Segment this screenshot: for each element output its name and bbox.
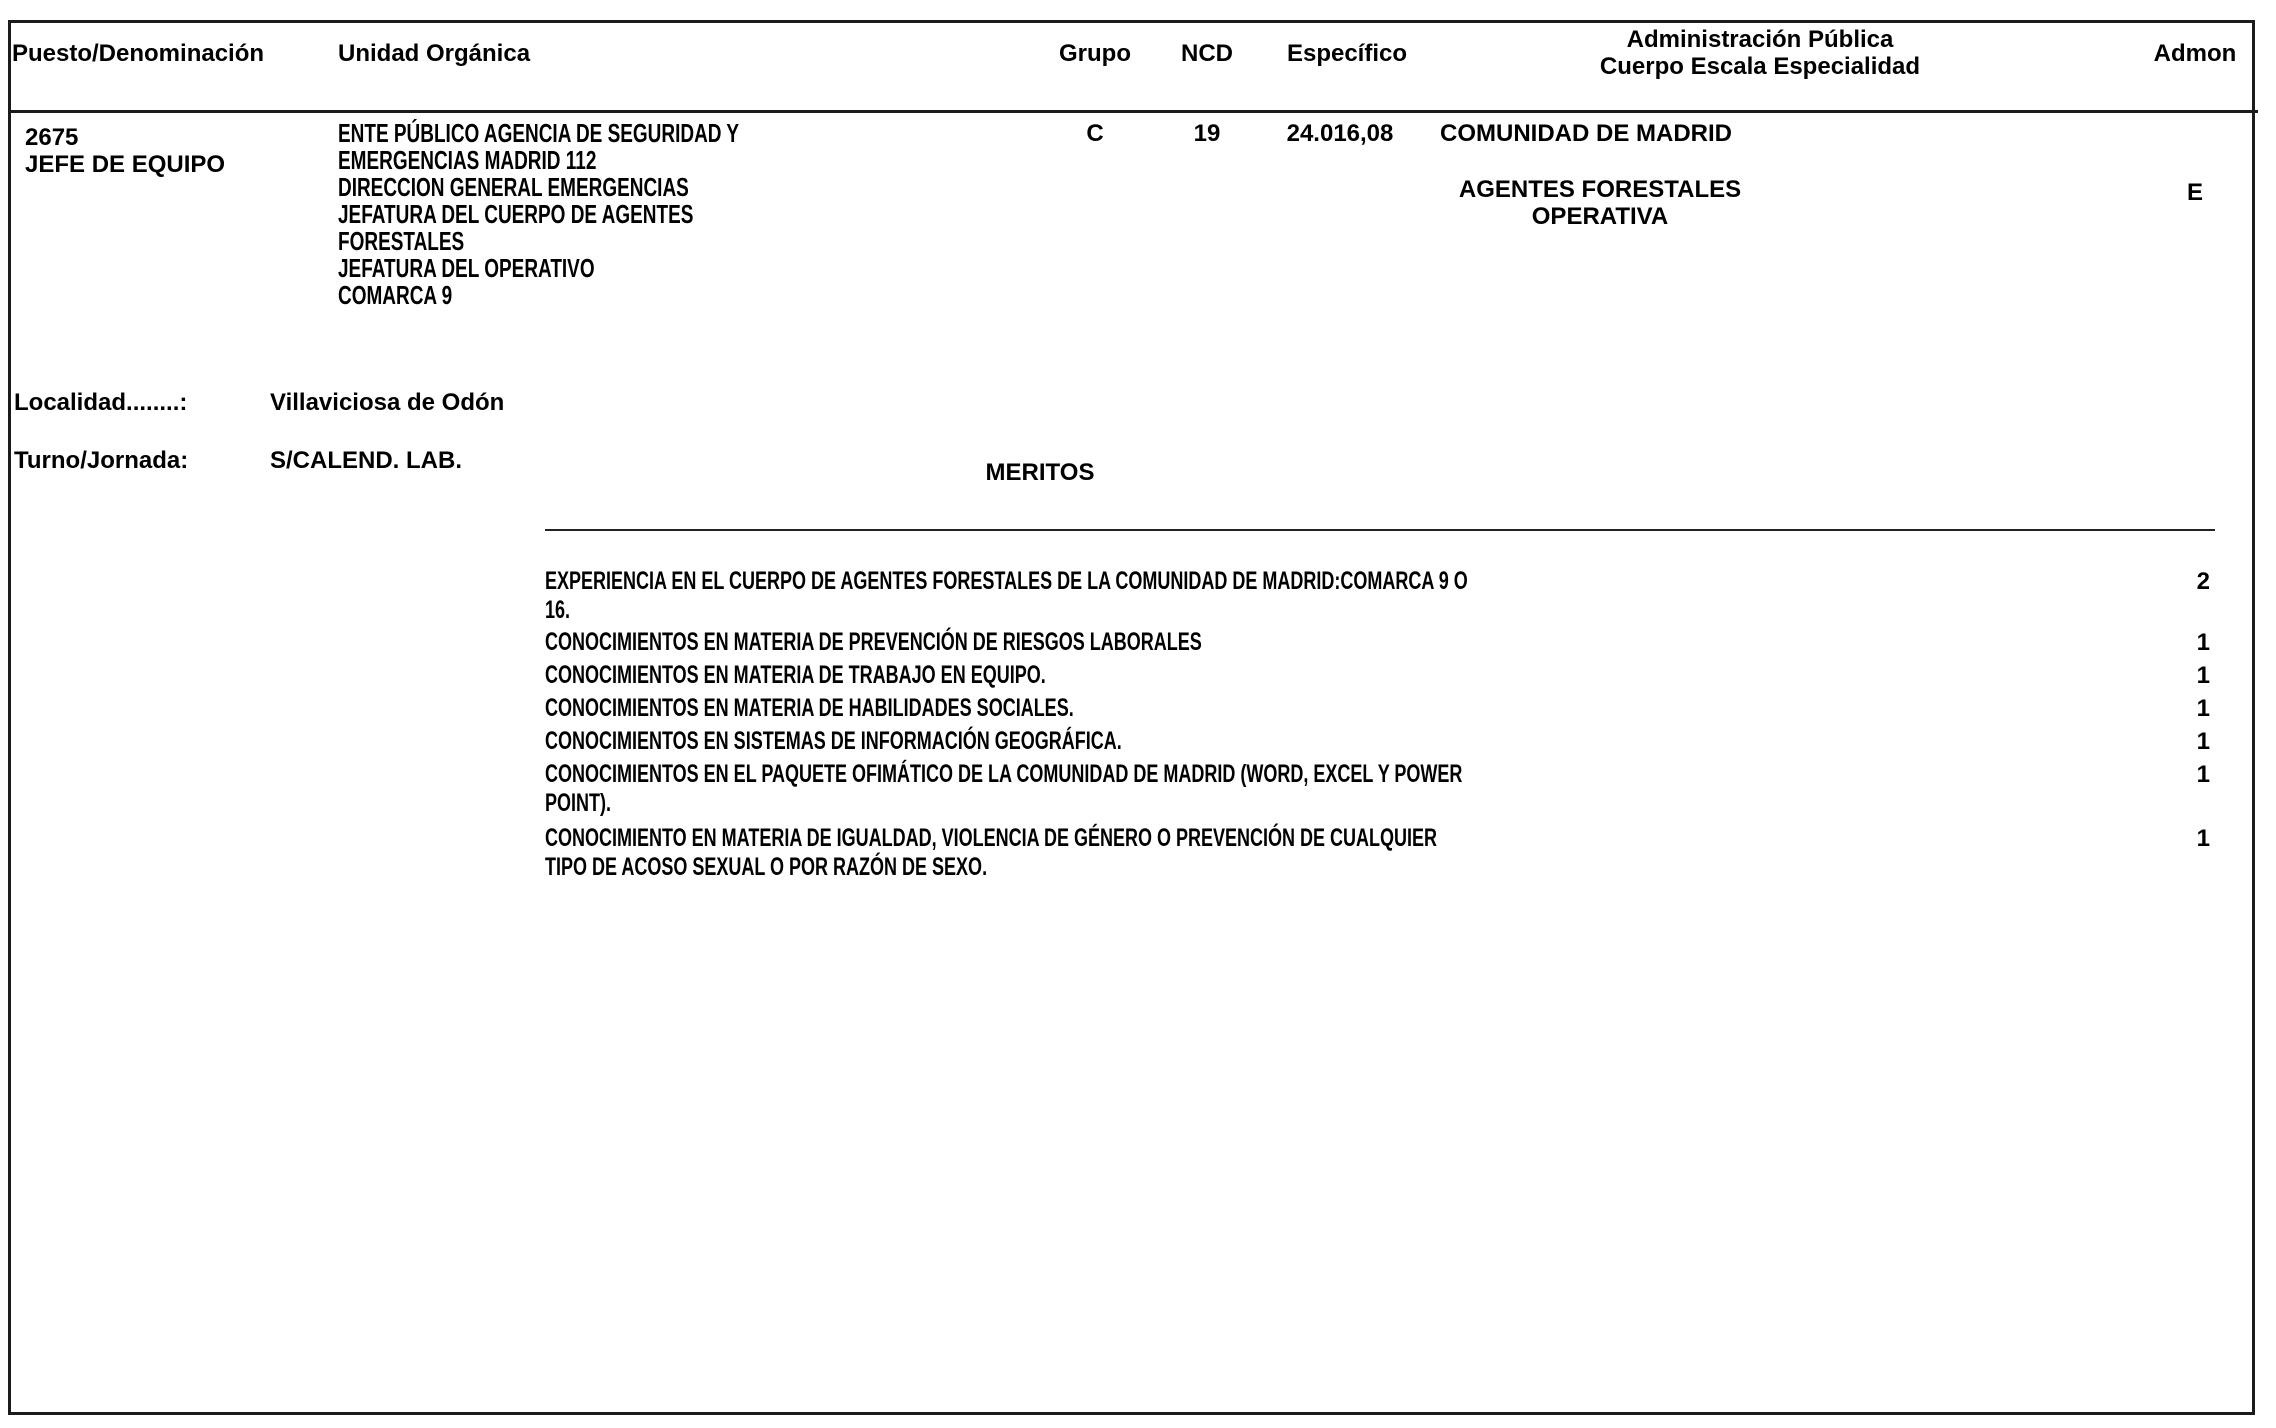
cuerpo-escala-cell — [1447, 176, 1753, 230]
column-header-unidad-organica: Unidad Orgánica — [338, 40, 531, 67]
column-header-puesto-denominacion: Puesto/Denominación — [12, 40, 265, 67]
meritos-title: MERITOS — [985, 459, 1095, 486]
turno-jornada-label: Turno/Jornada: — [14, 447, 189, 474]
merit-value: 1 — [2196, 761, 2210, 788]
merit-value: 1 — [2196, 629, 2210, 656]
escala-value: OPERATIVA — [1531, 203, 1669, 230]
column-header-administracion-publica-line1: Administración Pública — [1626, 26, 1894, 53]
merit-text: CONOCIMIENTOS EN MATERIA DE TRABAJO EN EQUIPO. — [545, 661, 1046, 689]
merit-text: CONOCIMIENTO EN MATERIA DE IGUALDAD, VIOLENCIA DE GÉNERO O PREVENCIÓN DE CUALQUIER TIPO DE ACOSO SEXUAL O POR RAZÓN DE SEXO. — [545, 824, 1438, 881]
merit-value: 2 — [2196, 568, 2210, 595]
column-header-grupo: Grupo — [1059, 40, 1131, 67]
merit-value: 1 — [2196, 728, 2210, 755]
merit-value: 1 — [2196, 825, 2210, 852]
merit-text: EXPERIENCIA EN EL CUERPO DE AGENTES FORESTALES DE LA COMUNIDAD DE MADRID:COMARCA 9 O 16. — [545, 567, 1468, 624]
ncd-value: 19 — [1193, 120, 1221, 147]
puesto-denominacion: JEFE DE EQUIPO — [25, 151, 226, 178]
cuerpo-value: AGENTES FORESTALES — [1458, 176, 1742, 203]
puesto-cell — [25, 124, 225, 178]
unidad-organica-cell: ENTE PÚBLICO AGENCIA DE SEGURIDAD Y EMERGENCIAS MADRID 112 DIRECCION GENERAL EMERGENCIAS JEFATURA DEL CUERPO DE AGENTES FORESTALES JEFATURA DEL OPERATIVO COMARCA 9 — [338, 118, 740, 310]
merit-text: CONOCIMIENTOS EN MATERIA DE PREVENCIÓN DE RIESGOS LABORALES — [545, 628, 1202, 656]
column-header-especifico: Específico — [1286, 40, 1408, 67]
grupo-value: C — [1086, 120, 1104, 147]
admon-value: E — [2186, 179, 2203, 206]
localidad-value: Villaviciosa de Odón — [270, 389, 505, 416]
merit-value: 1 — [2196, 695, 2210, 722]
column-header-ncd: NCD — [1181, 40, 1233, 67]
puesto-codigo: 2675 — [25, 124, 79, 151]
especifico-value: 24.016,08 — [1286, 120, 1394, 147]
merit-value: 1 — [2196, 662, 2210, 689]
merit-text: CONOCIMIENTOS EN MATERIA DE HABILIDADES SOCIALES. — [545, 694, 1074, 722]
column-header-administracion-publica — [1500, 26, 2020, 80]
merit-text: CONOCIMIENTOS EN EL PAQUETE OFIMÁTICO DE LA COMUNIDAD DE MADRID (WORD, EXCEL Y POWER POINT). — [545, 760, 1463, 817]
column-header-cuerpo-escala-especialidad: Cuerpo Escala Especialidad — [1599, 53, 1921, 80]
turno-jornada-value: S/CALEND. LAB. — [270, 447, 462, 474]
meritos-separator-line — [545, 529, 2215, 531]
merit-text: CONOCIMIENTOS EN SISTEMAS DE INFORMACIÓN GEOGRÁFICA. — [545, 727, 1122, 755]
localidad-label: Localidad........: — [14, 389, 188, 416]
administracion-value: COMUNIDAD DE MADRID — [1440, 120, 1732, 147]
column-header-admon: Admon — [2153, 40, 2237, 67]
table-header-divider — [8, 110, 2258, 113]
